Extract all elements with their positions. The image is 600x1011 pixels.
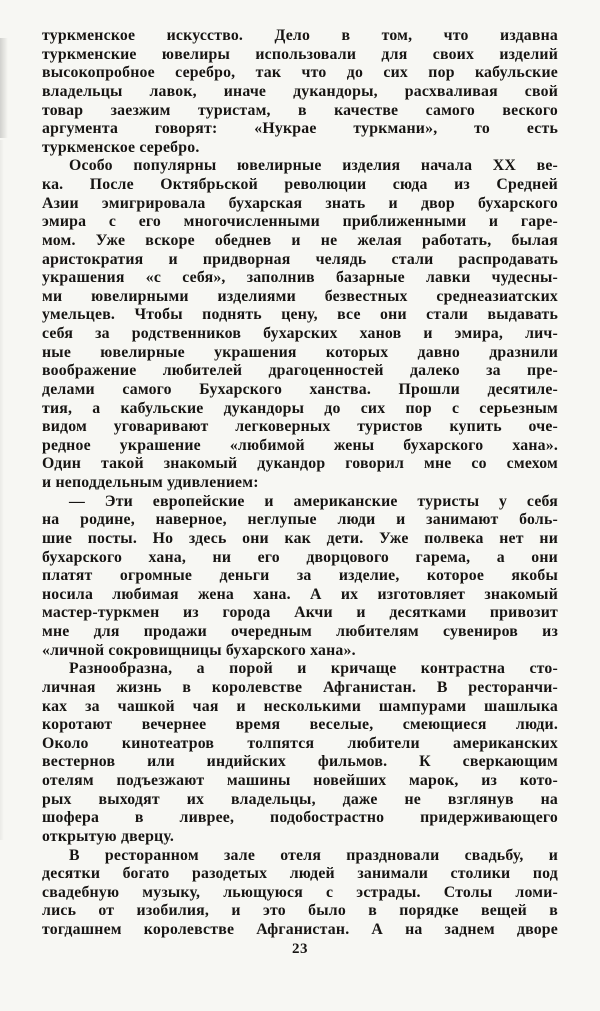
text-line: мне для продажи очередным любителям сувениров из — [42, 623, 558, 640]
text-line: Один такой знакомый дукандор говорил мне со смехом — [42, 455, 558, 473]
text-line: платят огромные деньги за изделие, которое якобы — [42, 567, 558, 585]
text-line: Азии эмигрировала бухарская знать и двор бухарского — [42, 194, 558, 212]
text-line: себя за родственников бухарских ханов и эмира, лич- — [42, 325, 558, 342]
text-line: туркменское искусство. Дело в том, что издавна — [42, 27, 558, 44]
text-line: товар заезжим туристам, в качестве самого веского — [42, 101, 558, 119]
text-line: В ресторанном зале отеля праздновали свадьбу, и — [69, 846, 558, 864]
text-line: видом уговаривают легковерных туристов купить оче- — [42, 418, 558, 436]
text-line: мастер-туркмен из города Акчи и десятками привозит — [42, 604, 558, 622]
text-line: аргумента говорят: «Нукрае туркмани», то есть — [42, 120, 558, 138]
page-text — [42, 27, 558, 940]
text-line: Особо популярны ювелирные изделия начала XX ве- — [69, 157, 558, 175]
text-line: умельцев. Чтобы поднять цену, все они стали выдавать — [42, 306, 558, 324]
scan-smudge — [0, 140, 4, 840]
text-line: личная жизнь в королевстве Афганистан. В ресторанчи- — [42, 678, 558, 696]
text-line: «личной сокровищницы бухарского хана». — [42, 641, 356, 659]
text-line: владельцы лавок, иначе дукандоры, расхваливая свой — [42, 82, 558, 100]
text-line: аристократия и придворная челядь стали распродавать — [42, 250, 558, 268]
text-line: отелям подъезжают машины новейших марок, из кото- — [42, 772, 558, 789]
text-line: тогдашнем королевстве Афганистан. А на заднем дворе — [42, 921, 558, 938]
text-line: свадебную музыку, льющуюся с эстрады. Столы ломи- — [42, 883, 558, 901]
text-line: высокопробное серебро, так что до сих пор кабульские — [42, 64, 558, 82]
text-line: ках за чашкой чая и несколькими шампурами шашлыка — [42, 697, 558, 715]
page-number: 23 — [292, 941, 308, 957]
text-line: эмира с его многочисленными приближенными и гаре- — [42, 213, 558, 231]
text-line: ка. После Октябрьской революции сюда из Средней — [42, 176, 558, 193]
text-line: украшения «с себя», заполнив базарные лавки чудесны- — [42, 269, 558, 287]
text-line: ные ювелирные украшения которых давно дразнили — [42, 343, 558, 361]
text-line: редное украшение «любимой жены бухарского хана». — [42, 436, 558, 454]
text-line: ми ювелирными изделиями безвестных среднеазиатских — [42, 287, 558, 305]
text-line: носила любимая жена хана. А их изготовляет знакомый — [42, 585, 558, 603]
text-line: открытую дверцу. — [42, 827, 175, 845]
scan-smudge — [0, 38, 8, 138]
text-line: коротают вечернее время веселые, смеющиеся люди. — [42, 716, 558, 734]
text-line: мом. Уже вскоре обеднев и не желая работать, былая — [42, 231, 558, 249]
text-line: туркменские ювелиры использовали для своих изделий — [42, 45, 558, 63]
text-line: воображение любителей драгоценностей далеко за пре- — [42, 362, 558, 380]
text-line: на родине, наверное, неглупые люди и занимают боль- — [42, 511, 558, 529]
text-line: вестернов или индийских фильмов. К сверкающим — [42, 753, 558, 771]
text-line: — Эти европейские и американские туристы у себя — [69, 492, 558, 510]
text-line: делами самого Бухарского ханства. Прошли десятиле- — [42, 380, 558, 398]
text-line: десятки богато разодетых людей занимали столики под — [42, 865, 558, 883]
text-line: шофера в ливрее, подобострастно придерживающего — [42, 809, 558, 827]
text-line: шие посты. Но здесь они как дети. Уже полвека нет ни — [42, 529, 558, 547]
text-line: лись от изобилия, и это было в порядке вещей в — [42, 902, 558, 920]
text-line: Около кинотеатров толпятся любители американских — [42, 734, 558, 752]
text-line: тия, а кабульские дукандоры до сих пор с серьезным — [42, 399, 558, 417]
text-line: бухарского хана, ни его дворцового гарема, а они — [42, 548, 558, 566]
text-line: рых выходят их владельцы, даже не взглянув на — [42, 790, 558, 808]
text-line: Разнообразна, а порой и кричаще контрастна сто- — [69, 660, 558, 678]
text-line: туркменское серебро. — [42, 138, 200, 156]
text-line: и неподдельным удивлением: — [42, 474, 259, 491]
